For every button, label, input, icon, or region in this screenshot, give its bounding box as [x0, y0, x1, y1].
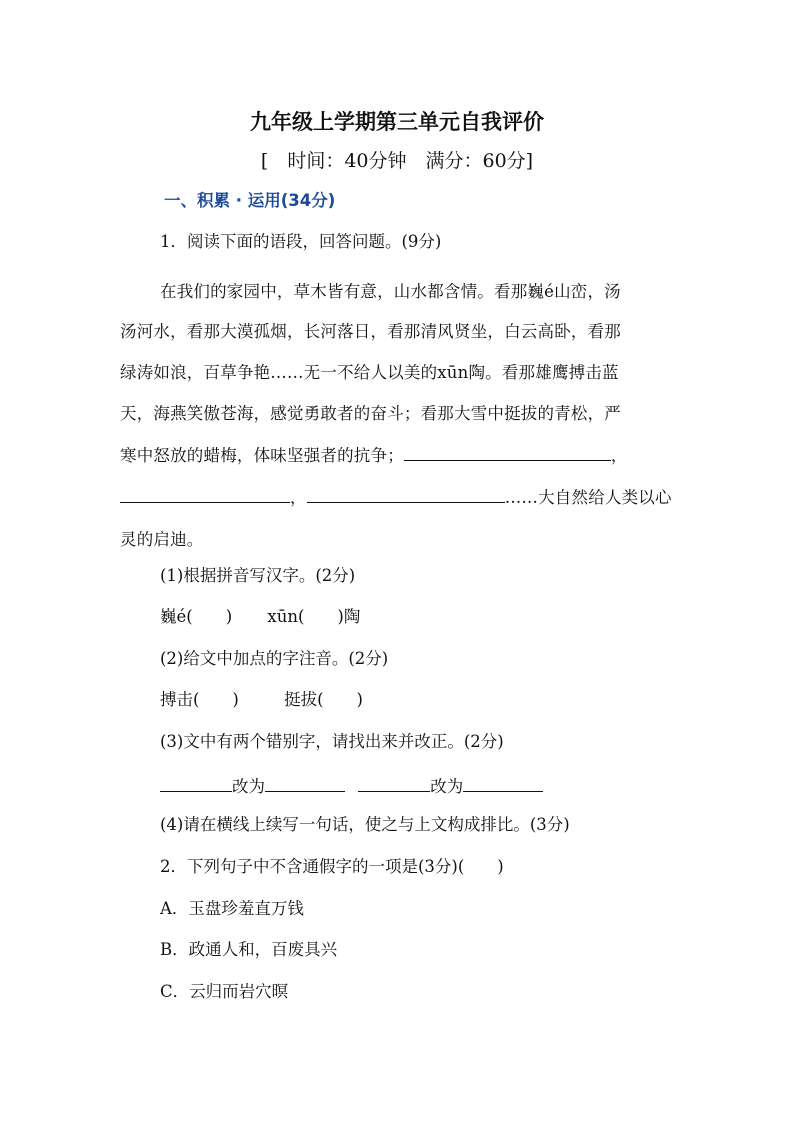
answer-blank[interactable]	[160, 775, 232, 792]
subquestion-3-answer-line	[160, 775, 543, 796]
option-a: A．玉盘珍羞直万钱	[160, 899, 304, 918]
subquestion-4: (4)请在横线上续写一句话，使之与上文构成排比。(3分)	[160, 815, 570, 834]
passage-line: 绿涛如浪，百草争艳……无一不给人以美的xūn陶。看那雄鹰搏击蓝	[120, 363, 619, 382]
comma: ，	[610, 446, 628, 465]
answer-blank[interactable]	[307, 486, 505, 503]
answer-item: 挺拔( )	[284, 690, 363, 709]
passage-line: 天，海燕笑傲苍海，感觉勇敢者的奋斗；看那大雪中挺拔的青松，严	[120, 404, 621, 423]
question-2-stem: 2．下列句子中不含通假字的一项是(3分)( )	[160, 857, 504, 876]
subquestion-1-items	[160, 609, 360, 626]
passage-line-with-blanks	[120, 484, 676, 508]
subquestion-2-items	[160, 692, 363, 709]
answer-item: xūn( )陶	[267, 607, 361, 626]
comma: ，	[290, 488, 307, 507]
passage-line: 在我们的家园中，草木皆有意，山水都含情。看那巍é山峦，汤	[160, 282, 621, 301]
answer-item: 巍é( )	[160, 607, 233, 626]
passage-line: 汤河水，看那大漠孤烟，长河落日，看那清风贤坐，白云高卧，看那	[120, 322, 621, 341]
passage-line: 灵的启迪。	[120, 530, 204, 549]
change-to-label: 改为	[232, 777, 265, 796]
answer-item: 搏击( )	[160, 690, 239, 709]
question-1-stem: 1．阅读下面的语段，回答问题。(9分)	[160, 232, 442, 251]
option-b: B．政通人和，百废具兴	[160, 940, 338, 959]
subquestion-3: (3)文中有两个错别字，请找出来并改正。(2分)	[160, 732, 504, 751]
passage-text: ……大自然给人类以心	[504, 488, 672, 507]
passage-text: 寒中怒放的蜡梅，体味坚强者的抗争；	[120, 446, 404, 465]
answer-blank[interactable]	[120, 486, 290, 503]
option-c: C．云归而岩穴暝	[160, 982, 289, 1001]
answer-blank[interactable]	[463, 775, 543, 792]
answer-blank[interactable]	[358, 775, 430, 792]
change-to-label: 改为	[430, 777, 464, 796]
answer-blank[interactable]	[404, 444, 611, 461]
page-subtitle: [ 时间：40分钟 满分：60分]	[260, 150, 534, 172]
page-title: 九年级上学期第三单元自我评价	[250, 110, 544, 134]
section-heading: 一、积累 · 运用(34分)	[164, 191, 336, 210]
subquestion-2: (2)给文中加点的字注音。(2分)	[160, 649, 389, 668]
answer-blank[interactable]	[265, 775, 345, 792]
passage-line-with-blank	[120, 442, 676, 466]
subquestion-1: (1)根据拼音写汉字。(2分)	[160, 566, 356, 585]
